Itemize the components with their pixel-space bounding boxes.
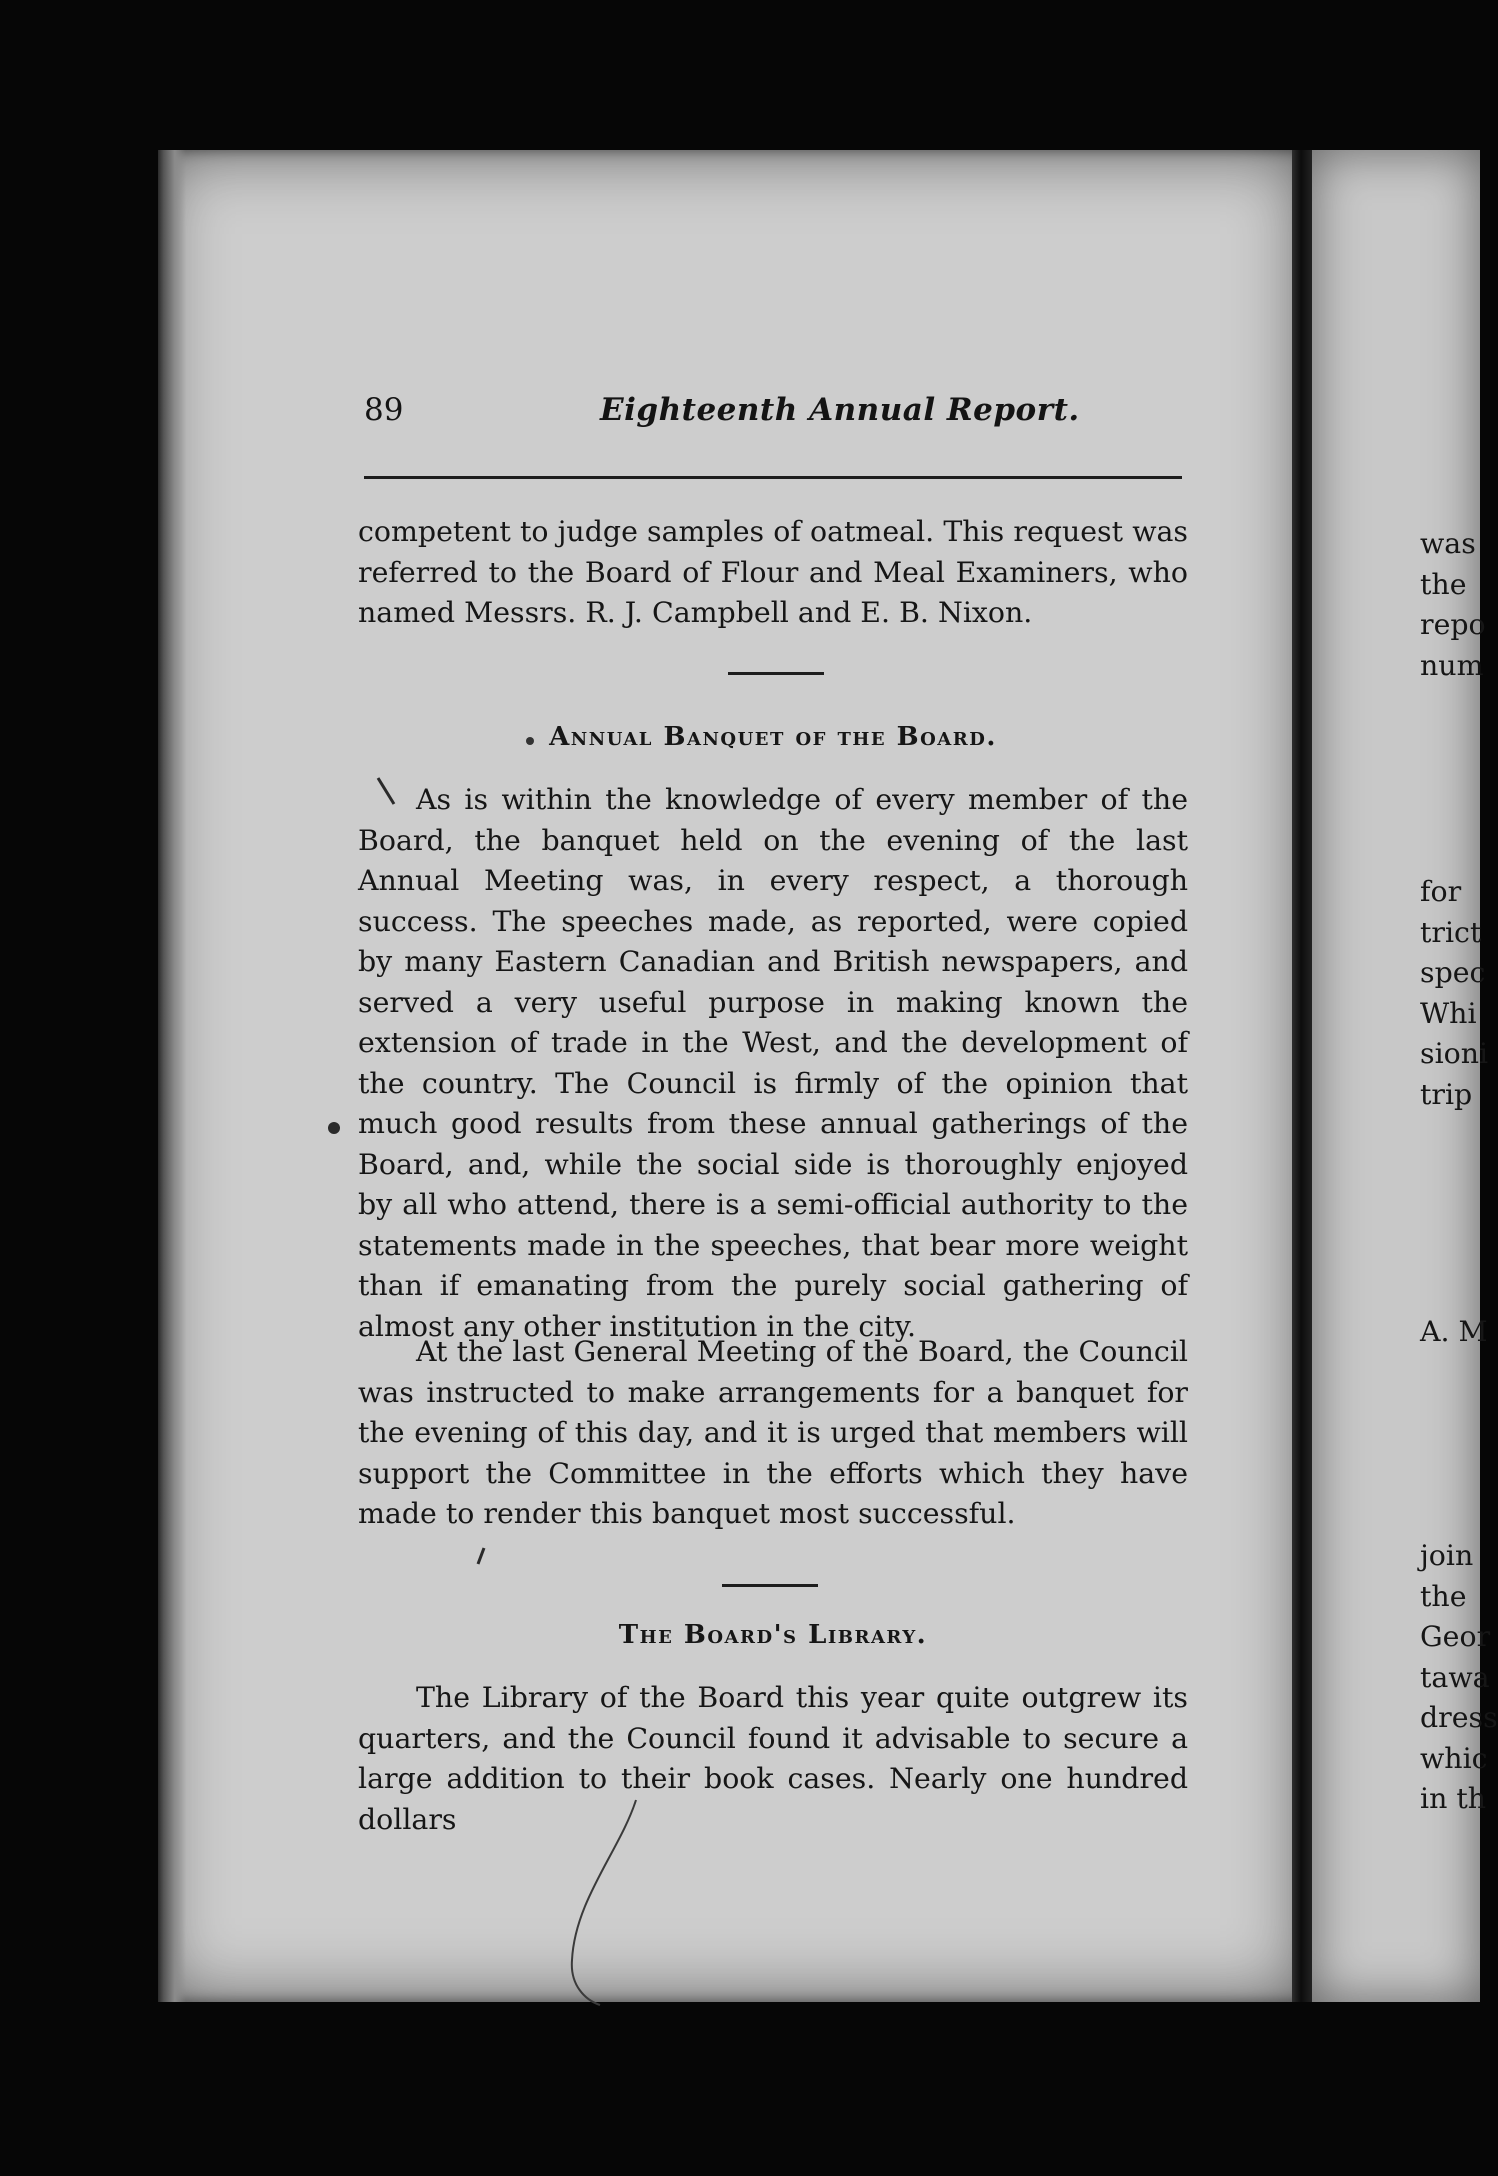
pencil-tick-mark xyxy=(378,778,394,804)
right-line: Geor xyxy=(1420,1620,1491,1653)
right-line: sioni xyxy=(1420,1037,1489,1070)
right-line: tawa xyxy=(1420,1660,1490,1694)
library-heading: The Board's Library. xyxy=(618,1620,928,1650)
ink-spot xyxy=(328,1122,340,1134)
banquet-heading: Annual Banquet of the Board. xyxy=(549,722,997,752)
right-line: in th xyxy=(1420,1782,1487,1815)
banquet-text-1: As is within the knowledge of every member of the Board, the banquet held on the evening of the last Annual Meeting was, in every respect, a thorough success. The speeches made, as reported, were copied by many Eastern Canadian and British newspapers, and served a very useful purpose in making known the extension of trade in the West, and the development of the country. The Council is firmly of the opinion that much good results from these annual gatherings of the Board, and, while the social side is thoroughly enjoyed by all who attend, there is a semi-official authority to the statements made in the speeches, that bear more weight than if emanating from the purely social gathering of almost any other institution in the city. xyxy=(358,783,1188,1343)
right-line: for xyxy=(1420,875,1462,908)
banquet-text-2: At the last General Meeting of the Board, the Council was instructed to make arrangements for a banquet for the evening of this day, and it is urged that members will support the Committee in the efforts which they have made to render this banquet most successful. xyxy=(358,1335,1188,1530)
library-text-1: The Library of the Board this year quite outgrew its quarters, and the Council found it advisable to secure a large addition to their book cases. Nearly one hundred dollars xyxy=(358,1681,1188,1836)
page-number: 89 xyxy=(364,392,404,428)
right-line: the xyxy=(1420,567,1467,601)
right-line: trict xyxy=(1420,915,1482,949)
intro-text: competent to judge samples of oatmeal. This request was referred to the Board of Flour and Meal Examiners, who named Messrs. R. J. Campbell and E. B. Nixon. xyxy=(358,515,1188,629)
right-line: Whi xyxy=(1420,996,1477,1030)
right-line: trip xyxy=(1420,1077,1473,1111)
right-line: num xyxy=(1420,648,1484,682)
right-line: dress xyxy=(1420,1701,1498,1734)
report-title: Eighteenth Annual Report. xyxy=(600,392,1080,428)
right-line: spec xyxy=(1420,956,1486,989)
ink-spot xyxy=(526,737,534,745)
right-line: was xyxy=(1420,527,1476,560)
right-line: the xyxy=(1420,1579,1467,1613)
right-line: A. M xyxy=(1420,1315,1488,1348)
right-line: repo xyxy=(1420,608,1486,641)
right-line: whic xyxy=(1420,1741,1488,1775)
pencil-scribble xyxy=(572,1800,636,2005)
right-line: join xyxy=(1420,1539,1474,1572)
pencil-tick-mark xyxy=(478,1548,484,1564)
